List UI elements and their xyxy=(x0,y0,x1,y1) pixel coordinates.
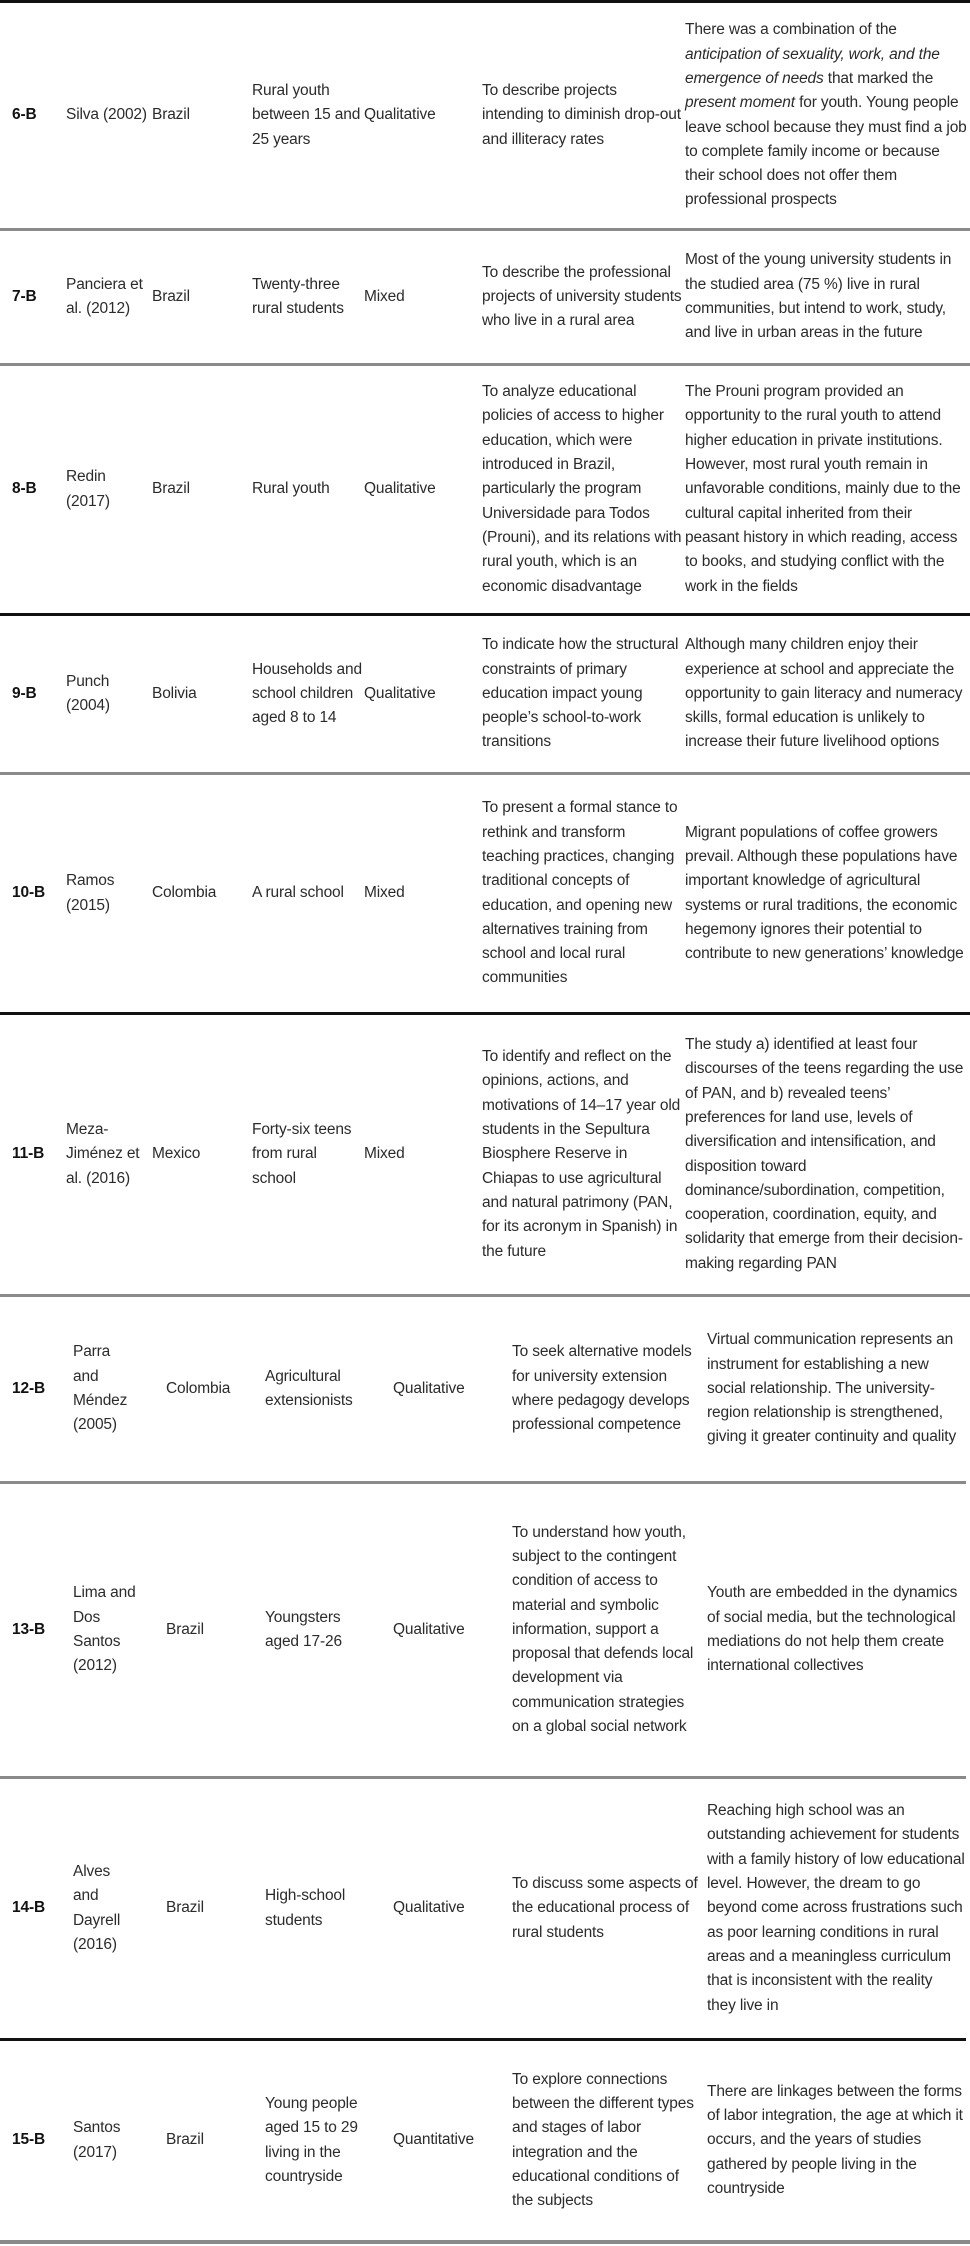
study-author: Santos (2017) xyxy=(73,2119,121,2161)
study-method: Qualitative xyxy=(364,684,436,702)
study-aim: To seek alternative models for university extension where pedagogy develops professional competence xyxy=(512,1343,692,1434)
study-id: 11-B xyxy=(12,1145,45,1163)
study-sample: Agricultural extensionists xyxy=(265,1367,353,1409)
study-author: Alves and Dayrell (2016) xyxy=(73,1862,121,1953)
study-findings xyxy=(685,18,967,212)
study-findings: There are linkages between the forms of labor integration, the age at which it occurs, and the years of studies gathered by people living in the countryside xyxy=(707,2082,963,2197)
study-author: Ramos (2015) xyxy=(66,872,115,914)
study-findings: Youth are embedded in the dynamics of social media, but the technological mediations do not help them create international collectives xyxy=(707,1584,958,1675)
study-method: Qualitative xyxy=(364,480,436,498)
study-country: Colombia xyxy=(152,884,217,902)
study-sample: High-school students xyxy=(265,1887,346,1929)
table-bottom-rule xyxy=(0,2240,970,2244)
findings-text: for youth. Young people leave school because they must find a job to complete family income or because their school does not offer them professional prospects xyxy=(685,94,967,209)
table-row xyxy=(0,616,970,772)
table-row xyxy=(0,1297,970,1481)
study-findings: Virtual communication represents an instrument for establishing a new social relationship. The university-region relationship is strengthened, giving it greater continuity and quality xyxy=(707,1331,957,1446)
study-findings: Most of the young university students in the studied area (75 %) live in rural communities, but intend to work, study, and live in urban areas in the future xyxy=(685,251,952,342)
study-sample: Rural youth xyxy=(252,480,330,498)
study-findings: The study a) identified at least four discourses of the teens regarding the use of PAN, and b) revealed teens’ preferences for land use, levels of diversification and intensification, and disposition toward dominance/subordination, competition, cooperation, coordination, equity, and solidarity that emerge from their decision-making regarding PAN xyxy=(685,1036,964,1272)
study-method: Qualitative xyxy=(393,1379,465,1397)
study-sample: Rural youth between 15 and 25 years xyxy=(252,82,361,148)
study-findings: Migrant populations of coffee growers prevail. Although these populations have important knowledge of agricultural systems or rural traditions, the economic hegemony ignores their potential to contribute to new generations’ knowledge xyxy=(685,823,964,963)
study-country: Brazil xyxy=(152,287,190,305)
table-row xyxy=(0,231,970,363)
study-country: Brazil xyxy=(152,106,190,124)
study-country: Brazil xyxy=(166,2131,204,2149)
study-aim: To present a formal stance to rethink and transform teaching practices, changing traditional concepts of education, and opening new alternatives training from school and local rural communities xyxy=(482,799,678,987)
study-id: 7-B xyxy=(12,287,37,305)
study-method: Qualitative xyxy=(393,1620,465,1638)
study-findings: Although many children enjoy their experience at school and appreciate the opportunity to gain literacy and numeracy skills, formal education is unlikely to increase their future livelihood options xyxy=(685,636,963,751)
study-country: Colombia xyxy=(166,1379,231,1397)
study-country: Mexico xyxy=(152,1145,201,1163)
study-findings: The Prouni program provided an opportunity to the rural youth to attend higher education in private institutions. However, most rural youth remain in unfavorable conditions, mainly due to the cultural capital inherited from their peasant history in which reading, access to books, and studying conflict with the work in the fields xyxy=(685,383,961,595)
study-id: 15-B xyxy=(12,2131,45,2149)
study-method: Qualitative xyxy=(393,1899,465,1917)
findings-emphasis: anticipation of sexuality, work, and the emergence of needs xyxy=(685,45,940,87)
study-sample: A rural school xyxy=(252,884,344,902)
study-id: 8-B xyxy=(12,480,37,498)
study-author: Silva (2002) xyxy=(66,106,147,124)
study-aim: To explore connections between the different types and stages of labor integration and the educational conditions of the subjects xyxy=(512,2070,694,2210)
study-aim: To discuss some aspects of the educational process of rural students xyxy=(512,1875,698,1941)
study-method: Qualitative xyxy=(364,106,436,124)
study-country: Brazil xyxy=(152,480,190,498)
table-row xyxy=(0,775,970,1012)
study-author: Punch (2004) xyxy=(66,672,110,714)
findings-text: that marked the xyxy=(823,69,934,87)
study-method: Mixed xyxy=(364,287,405,305)
study-method: Quantitative xyxy=(393,2131,474,2149)
study-aim: To indicate how the structural constraints of primary education impact young people’s school-to-work transitions xyxy=(482,636,679,751)
study-country: Bolivia xyxy=(152,684,197,702)
table-row xyxy=(0,1015,970,1294)
study-findings: Reaching high school was an outstanding achievement for students with a family history of low educational level. However, the dream to go beyond come across frustrations such as poor learning conditions in rural areas and a meaningless curriculum that is inconsistent with the reality they live in xyxy=(707,1802,965,2014)
study-country: Brazil xyxy=(166,1899,204,1917)
study-id: 13-B xyxy=(12,1620,45,1638)
table-row xyxy=(0,1484,970,1776)
study-author: Panciera et al. (2012) xyxy=(66,275,143,317)
table-row xyxy=(0,3,970,228)
findings-emphasis: present moment xyxy=(685,94,795,112)
study-id: 14-B xyxy=(12,1899,45,1917)
study-aim: To describe the professional projects of university students who live in a rural area xyxy=(482,263,682,330)
study-aim: To describe projects intending to diminish drop-out and illiteracy rates xyxy=(482,82,681,148)
study-id: 6-B xyxy=(12,106,37,124)
study-aim: To identify and reflect on the opinions, actions, and motivations of 14–17 year old students in the Sepultura Biosphere Reserve in Chiapas to use agricultural and natural patrimony (PAN, for its acronym in Spanish) in the future xyxy=(482,1048,681,1260)
study-id: 12-B xyxy=(12,1379,45,1397)
study-sample: Twenty-three rural students xyxy=(252,275,344,317)
study-author: Meza-Jiménez et al. (2016) xyxy=(66,1121,140,1187)
study-id: 9-B xyxy=(12,684,37,702)
study-id: 10-B xyxy=(12,884,45,902)
table-row xyxy=(0,2041,970,2240)
study-sample: Forty-six teens from rural school xyxy=(252,1121,352,1187)
findings-text: There was a combination of the xyxy=(685,21,897,39)
study-aim: To analyze educational policies of access to higher education, which were introduced in Brazil, particularly the program Universidade para Todos (Prouni), and its relations with rural youth, which is an economic disadvantage xyxy=(482,383,682,595)
study-sample: Households and school children aged 8 to 14 xyxy=(252,660,362,727)
study-aim: To understand how youth, subject to the contingent condition of access to material and symbolic information, support a proposal that defends local development via communication strategies on a global social network xyxy=(512,1523,694,1736)
table-row xyxy=(0,366,970,613)
study-sample: Young people aged 15 to 29 living in the countryside xyxy=(265,2094,358,2185)
study-author: Redin (2017) xyxy=(66,468,110,510)
study-sample: Youngsters aged 17-26 xyxy=(265,1608,342,1650)
study-method: Mixed xyxy=(364,884,405,902)
study-author: Parra and Méndez (2005) xyxy=(73,1343,128,1434)
study-author: Lima and Dos Santos (2012) xyxy=(73,1584,136,1675)
study-country: Brazil xyxy=(166,1620,204,1638)
study-method: Mixed xyxy=(364,1145,405,1163)
table-row xyxy=(0,1779,970,2038)
